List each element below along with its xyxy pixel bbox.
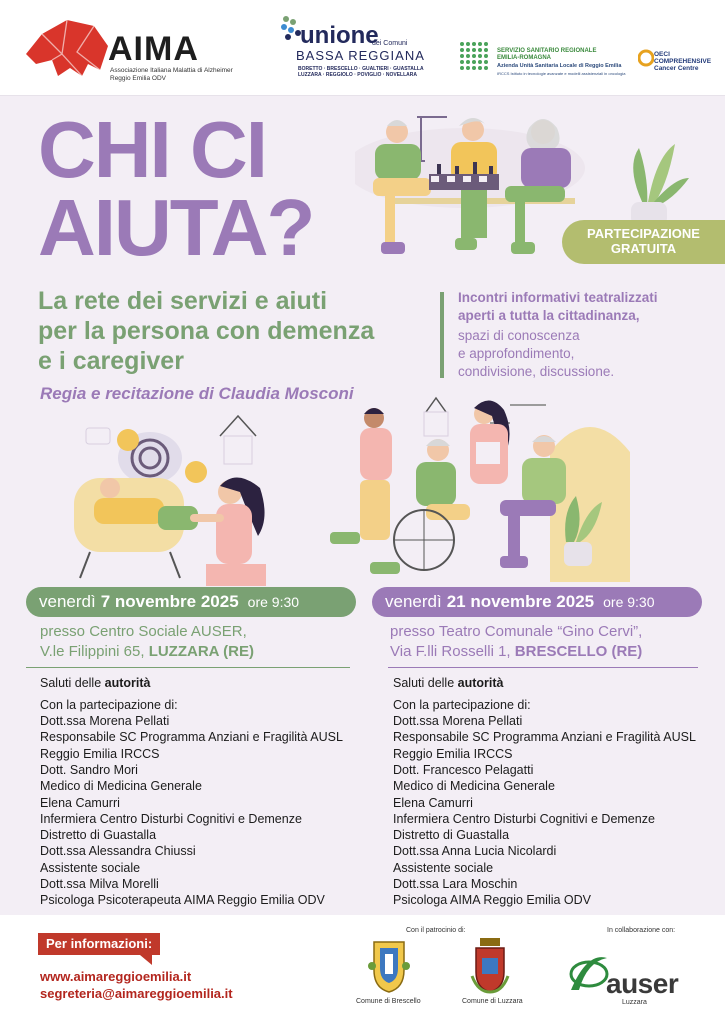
event2-address-street: Via F.lli Rosselli 1, xyxy=(390,643,515,660)
event1-speaker-role: Responsabile SC Programma Anziani e Fragilità AUSL xyxy=(40,730,343,744)
ssr-text: SERVIZIO SANITARIO REGIONALE EMILIA-ROMAGNA xyxy=(497,48,597,61)
event2-speaker-role: Responsabile SC Programma Anziani e Fragilità AUSL xyxy=(393,730,696,744)
free-participation-badge xyxy=(562,220,725,264)
event1-speaker-name: Dott.ssa Morena Pellati xyxy=(40,714,170,728)
aima-elephant-logo xyxy=(22,14,112,82)
event2-greetings-pre: Saluti delle xyxy=(393,676,458,690)
event2-speaker-name: Dott. Francesco Pelagatti xyxy=(393,763,534,777)
event2-day: venerdì xyxy=(385,592,442,611)
event1-date-bar xyxy=(26,587,356,617)
event2-venue: presso Teatro Comunale “Gino Cervi”, xyxy=(390,623,643,640)
website-link[interactable]: www.aimareggioemilia.it xyxy=(40,969,192,984)
event1-greetings xyxy=(40,675,150,691)
event1-speaker-role: Assistente sociale xyxy=(40,861,141,875)
patronage-label: Con il patrocinio di: xyxy=(406,927,466,934)
event1-time: ore 9:30 xyxy=(247,594,300,610)
ssr-dots-logo xyxy=(458,40,492,74)
ausl-text: Azienda Unità Sanitaria Locale di Reggio Emilia xyxy=(497,63,622,69)
event2-greetings xyxy=(393,675,503,691)
title-line-1: CHI CI xyxy=(38,105,266,194)
director-credit: Regia e recitazione di Claudia Mosconi xyxy=(40,384,354,403)
event1-speaker-role: Infermiera Centro Disturbi Cognitivi e Demenze xyxy=(40,812,302,826)
event2-speaker-role: Infermiera Centro Disturbi Cognitivi e Demenze xyxy=(393,812,655,826)
event1-speaker-name: Dott.ssa Alessandra Chiussi xyxy=(40,844,196,858)
event1-intro: Con la partecipazione di: xyxy=(40,698,178,712)
info-label: Per informazioni: xyxy=(38,933,160,955)
event1-address-town: LUZZARA (RE) xyxy=(148,643,254,660)
event1-speaker-name: Dott. Sandro Mori xyxy=(40,763,138,777)
event2-time: ore 9:30 xyxy=(603,594,655,610)
event1-speaker-name: Dott.ssa Milva Morelli xyxy=(40,877,159,891)
info-headline: Incontri informativi teatralizzati aperti a tutta la cittadinanza, xyxy=(458,290,658,323)
event2-divider xyxy=(388,667,698,668)
free-participation-text: PARTECIPAZIONE GRATUITA xyxy=(587,226,700,256)
event2-date: 21 novembre 2025 xyxy=(446,592,595,611)
aima-wordmark: AIMA xyxy=(108,30,199,68)
email-link[interactable]: segreteria@aimareggioemilia.it xyxy=(40,986,233,1001)
auser-wordmark: auser xyxy=(606,968,679,999)
event1-speaker-role: Psicologa Psicoterapeuta AIMA Reggio Emilia ODV xyxy=(40,893,325,907)
event1-speaker-role: Medico di Medicina Generale xyxy=(40,779,202,793)
event2-speaker-role: Reggio Emilia IRCCS xyxy=(393,747,513,761)
aima-subtitle: Associazione Italiana Malattia di Alzheimer Reggio Emilia ODV xyxy=(110,67,233,82)
event2-speaker-name: Dott.ssa Morena Pellati xyxy=(393,714,523,728)
brescello-crest-icon xyxy=(366,936,412,994)
event2-speaker-role: Distretto di Guastalla xyxy=(393,828,510,842)
event1-greetings-pre: Saluti delle xyxy=(40,676,105,690)
event1-day: venerdì xyxy=(39,592,96,611)
event1-venue: presso Centro Sociale AUSER, xyxy=(40,623,247,640)
event2-address xyxy=(390,641,642,662)
comune-luzzara-label: Comune di Luzzara xyxy=(462,998,523,1005)
event1-speaker-name: Elena Camurri xyxy=(40,796,120,810)
event2-speaker-name: Dott.ssa Anna Lucia Nicolardi xyxy=(393,844,557,858)
event2-greetings-bold: autorità xyxy=(457,676,504,690)
unione-area-name: BASSA REGGIANA xyxy=(296,48,425,63)
event1-divider xyxy=(26,667,350,668)
event1-greetings-bold: autorità xyxy=(104,676,151,690)
ccc-logo-mark xyxy=(638,49,654,67)
event2-date-bar xyxy=(372,587,702,617)
event2-intro: Con la partecipazione di: xyxy=(393,698,531,712)
event1-address xyxy=(40,641,254,662)
info-description: spazi di conoscenza e approfondimento, condivisione, discussione. xyxy=(458,328,615,379)
event1-speaker-role: Distretto di Guastalla xyxy=(40,828,157,842)
care-group-illustration xyxy=(300,392,650,586)
auser-town: Luzzara xyxy=(622,999,647,1006)
event2-speaker-role: Assistente sociale xyxy=(393,861,494,875)
unione-wordmark: unione xyxy=(300,22,379,49)
luzzara-crest-icon xyxy=(468,936,512,994)
info-divider xyxy=(440,292,444,378)
therapy-session-illustration xyxy=(70,408,280,586)
event2-speaker-name: Elena Camurri xyxy=(393,796,473,810)
event-subtitle: La rete dei servizi e aiuti per la persona con demenza e i caregiver xyxy=(38,287,375,375)
collaboration-label: In collaborazione con: xyxy=(607,927,676,934)
unione-towns: BORETTO · BRESCELLO · GUALTIERI · GUASTALLA LUZZARA · REGGIOLO · POVIGLIO · NOVELLARA xyxy=(298,66,424,78)
unione-dei-comuni: dei Comuni xyxy=(372,40,408,47)
event2-speaker-role: Psicologa AIMA Reggio Emilia ODV xyxy=(393,893,592,907)
comune-brescello-label: Comune di Brescello xyxy=(356,998,421,1005)
title-line-2: AIUTA? xyxy=(38,183,314,272)
irccs-text: IRCCS Istituto in tecnologie avanzate e modelli assistenziali in oncologia xyxy=(497,71,626,76)
event1-speaker-role: Reggio Emilia IRCCS xyxy=(40,747,160,761)
event2-speaker-role: Medico di Medicina Generale xyxy=(393,779,555,793)
info-label-tail xyxy=(140,955,152,965)
event1-date: 7 novembre 2025 xyxy=(100,592,239,611)
ccc-text: OECI COMPREHENSIVE Cancer Centre xyxy=(654,51,712,72)
event2-address-town: BRESCELLO (RE) xyxy=(514,643,643,660)
event1-address-street: V.le Filippini 65, xyxy=(40,643,149,660)
event2-speaker-name: Dott.ssa Lara Moschin xyxy=(393,877,518,891)
auser-swoosh-logo xyxy=(567,950,611,996)
